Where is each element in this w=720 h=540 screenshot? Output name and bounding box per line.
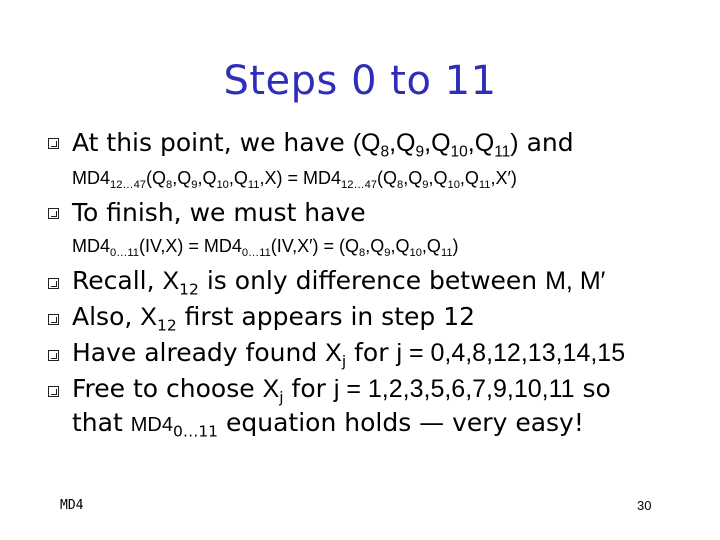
bullet-icon [48, 314, 59, 325]
bullet-6-text: Free to choose $X_j$ for j = 1,2,3,5,6,7,9,10,11 so [72, 374, 611, 407]
bullet-5-text: Have already found $X_j$ for j = 0,4,8,12,13,14,15 [72, 338, 626, 371]
bullet-1-lead: At this point, we have [72, 128, 353, 157]
bullet-icon [48, 350, 59, 361]
bullet-icon [48, 208, 59, 219]
bullet-2-equation: $MD4_{0\dots 11}(IV,X) = MD4_{0\dots 11}(IV,X') = (Q_8,Q_9,Q_{10},Q_{11})$ [72, 236, 459, 259]
bullet-1-tail: and [518, 128, 574, 157]
bullet-1-text [72, 128, 574, 161]
bullet-6-continuation: that $MD4_{0\dots 11}$ equation holds — very easy! [72, 408, 584, 441]
page-number: 30 [637, 498, 652, 513]
bullet-icon [48, 138, 59, 149]
bullet-2-text: To finish, we must have [72, 198, 366, 227]
footer-label: MD4 [60, 498, 84, 513]
slide-title: Steps 0 to 11 [223, 58, 497, 104]
bullet-icon [48, 386, 59, 397]
bullet-4-text: Also, $X_{12}$ first appears in step 12 [72, 302, 476, 335]
bullet-1-equation: $MD4_{12\dots 47}(Q_8,Q_9,Q_{10},Q_{11},X) = MD4_{12\dots 47}(Q_8,Q_9,Q_{10},Q_{11},X')$ [72, 168, 517, 191]
bullet-1-math: $(Q_8,Q_9,Q_{10},Q_{11})$ [352, 129, 519, 161]
bullet-icon [48, 278, 59, 289]
bullet-3-text: Recall, $X_{12}$ is only difference between M, M′ [72, 266, 606, 299]
